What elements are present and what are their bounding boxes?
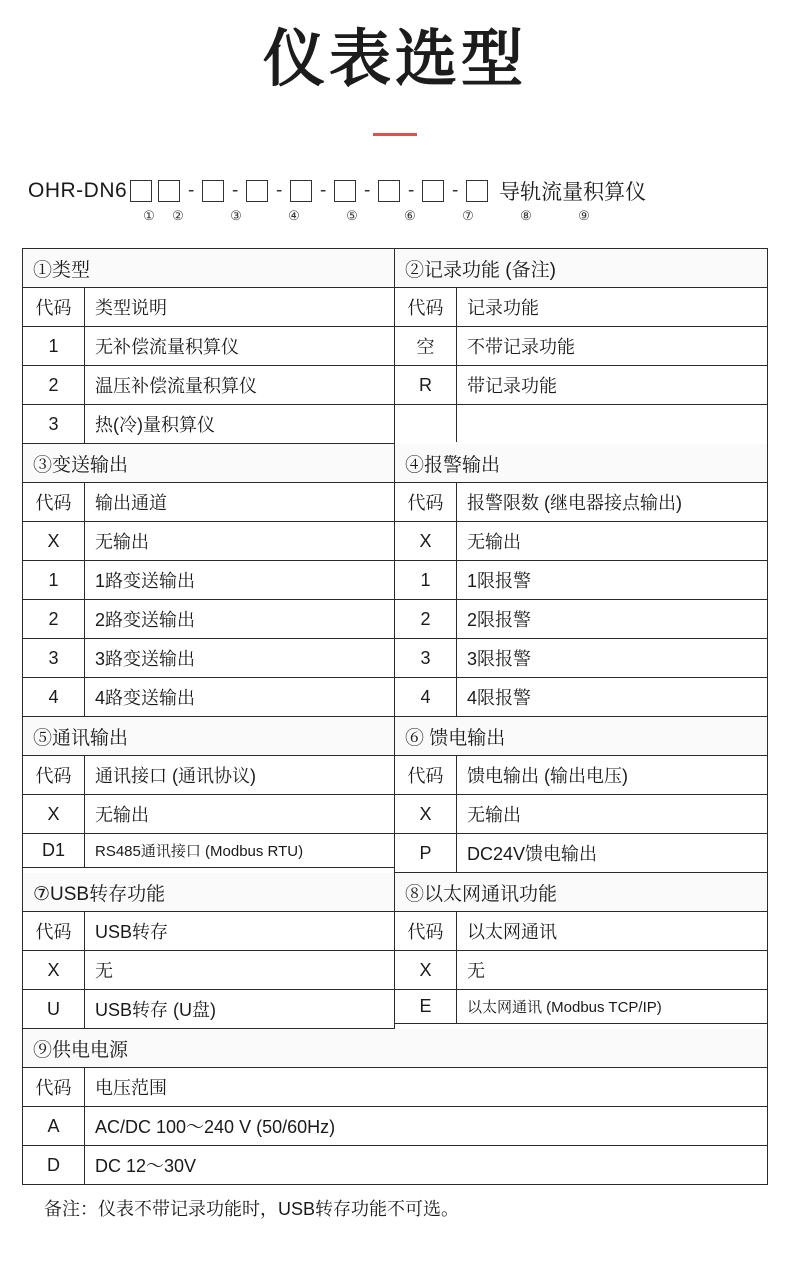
cell-code: 1	[23, 327, 85, 365]
table-row	[23, 1146, 767, 1185]
table-row	[395, 522, 767, 561]
cell-desc: 2限报警	[467, 610, 532, 631]
section-4-col-desc: 报警限数 (继电器接点输出)	[467, 493, 682, 514]
table-row	[23, 795, 394, 834]
table-row	[23, 561, 394, 600]
model-marker-1: ①	[143, 208, 155, 224]
title-divider	[373, 133, 417, 136]
cell-code: 4	[23, 678, 85, 716]
cell-desc: 4限报警	[467, 688, 532, 709]
table-row	[23, 327, 394, 366]
section-8-col-code: 代码	[395, 912, 457, 950]
section-6-col-code: 代码	[395, 756, 457, 794]
section-5-col-code: 代码	[23, 756, 85, 794]
cell-desc: 1路变送输出	[95, 571, 196, 592]
cell-desc: RS485通讯接口 (Modbus RTU)	[95, 843, 304, 861]
cell-desc: 无输出	[95, 805, 149, 826]
table-row	[395, 561, 767, 600]
model-code-block	[0, 176, 790, 238]
table-row-filler	[395, 405, 767, 442]
model-box-2	[158, 180, 180, 202]
cell-code: 2	[395, 600, 457, 638]
cell-code: X	[395, 522, 457, 560]
table-row	[23, 1107, 767, 1146]
section-7-header	[23, 912, 394, 951]
model-prefix: OHR-DN6	[28, 179, 128, 203]
section-5-header	[23, 756, 394, 795]
cell-code: X	[23, 522, 85, 560]
table-row	[23, 678, 394, 717]
table-row-group-1	[23, 249, 767, 444]
cell-code: 2	[23, 600, 85, 638]
cell-desc	[457, 405, 767, 442]
model-dash-7: -	[452, 180, 459, 202]
section-5	[23, 717, 395, 873]
cell-code: X	[395, 951, 457, 989]
section-9-title: ⑨供电电源	[23, 1029, 767, 1068]
table-row-group-3	[23, 717, 767, 873]
section-2-col-desc: 记录功能	[467, 298, 539, 319]
table-row	[395, 990, 767, 1024]
section-3-col-desc: 输出通道	[95, 493, 167, 514]
model-marker-4: ④	[288, 208, 300, 224]
table-row	[23, 834, 394, 868]
cell-desc: 无补偿流量积算仪	[95, 337, 239, 358]
cell-desc: 3路变送输出	[95, 649, 196, 670]
cell-code: X	[395, 795, 457, 833]
section-4	[395, 444, 767, 717]
section-1-title: ①类型	[23, 249, 394, 288]
model-box-7	[378, 180, 400, 202]
cell-code: 4	[395, 678, 457, 716]
selection-tables	[22, 248, 768, 1185]
section-2-header	[395, 288, 767, 327]
section-2-title: ②记录功能 (备注)	[395, 249, 767, 288]
cell-desc: USB转存 (U盘)	[95, 1000, 216, 1021]
cell-desc: 无	[95, 961, 113, 982]
section-1	[23, 249, 395, 444]
cell-desc: 无输出	[467, 532, 521, 553]
cell-desc: 不带记录功能	[467, 337, 575, 358]
section-4-title: ④报警输出	[395, 444, 767, 483]
model-marker-3: ③	[230, 208, 242, 224]
cell-desc: 无输出	[467, 805, 521, 826]
model-box-3	[202, 180, 224, 202]
cell-code: 3	[395, 639, 457, 677]
section-9-col-desc: 电压范围	[95, 1078, 167, 1099]
section-1-col-code: 代码	[23, 288, 85, 326]
section-5-title: ⑤通讯输出	[23, 717, 394, 756]
table-row	[23, 600, 394, 639]
table-row	[23, 990, 394, 1029]
cell-code: P	[395, 834, 457, 872]
cell-desc: 1限报警	[467, 571, 532, 592]
table-row	[395, 951, 767, 990]
cell-desc: 无	[467, 961, 485, 982]
section-8-title: ⑧以太网通讯功能	[395, 873, 767, 912]
model-marker-6: ⑥	[404, 208, 416, 224]
model-box-4	[246, 180, 268, 202]
section-3-header	[23, 483, 394, 522]
cell-desc: 热(冷)量积算仪	[95, 415, 215, 436]
section-8-header	[395, 912, 767, 951]
model-marker-7: ⑦	[462, 208, 474, 224]
cell-code: 3	[23, 639, 85, 677]
table-row	[395, 678, 767, 717]
model-box-5	[290, 180, 312, 202]
model-box-8	[422, 180, 444, 202]
model-box-6	[334, 180, 356, 202]
cell-code: 2	[23, 366, 85, 404]
cell-code: X	[23, 951, 85, 989]
cell-code: 1	[395, 561, 457, 599]
table-row	[23, 522, 394, 561]
section-6-col-desc: 馈电输出 (输出电压)	[467, 766, 628, 787]
section-7-col-desc: USB转存	[95, 922, 169, 943]
model-dash-2: -	[232, 180, 239, 202]
cell-code: 3	[23, 405, 85, 443]
model-box-9	[466, 180, 488, 202]
section-6-header	[395, 756, 767, 795]
section-7-col-code: 代码	[23, 912, 85, 950]
table-row	[23, 366, 394, 405]
cell-desc: 4路变送输出	[95, 688, 196, 709]
cell-code: E	[395, 990, 457, 1023]
cell-code: D1	[23, 834, 85, 867]
table-row	[395, 834, 767, 873]
section-5-col-desc: 通讯接口 (通讯协议)	[95, 766, 256, 787]
cell-desc: AC/DC 100～240 V (50/60Hz)	[95, 1117, 336, 1138]
model-marker-8: ⑧	[520, 208, 532, 224]
cell-desc: DC24V馈电输出	[467, 844, 598, 865]
model-dash-4: -	[320, 180, 327, 202]
section-1-header	[23, 288, 394, 327]
section-2	[395, 249, 767, 444]
model-marker-row	[28, 208, 790, 230]
cell-desc: DC 12～30V	[95, 1156, 197, 1177]
section-6-title: ⑥ 馈电输出	[395, 717, 767, 756]
model-dash-5: -	[364, 180, 371, 202]
cell-desc: 以太网通讯 (Modbus TCP/IP)	[467, 999, 662, 1017]
section-9	[23, 1029, 767, 1185]
model-suffix: 导轨流量积算仪	[499, 181, 647, 205]
table-row	[395, 366, 767, 405]
model-box-1	[130, 180, 152, 202]
table-row	[23, 639, 394, 678]
footer-note: 备注：仪表不带记录功能时，USB转存功能不可选。	[44, 1199, 460, 1220]
cell-code: D	[23, 1146, 85, 1184]
table-row	[395, 327, 767, 366]
model-dash-3: -	[276, 180, 283, 202]
section-9-col-code: 代码	[23, 1068, 85, 1106]
section-8	[395, 873, 767, 1029]
table-row-group-2	[23, 444, 767, 717]
model-dash-1: -	[188, 180, 195, 202]
table-row	[23, 951, 394, 990]
table-row	[395, 795, 767, 834]
cell-code: U	[23, 990, 85, 1028]
section-1-col-desc: 类型说明	[95, 298, 167, 319]
section-4-col-code: 代码	[395, 483, 457, 521]
section-7-title: ⑦USB转存功能	[23, 873, 394, 912]
section-3-title: ③变送输出	[23, 444, 394, 483]
table-row	[395, 600, 767, 639]
model-marker-5: ⑤	[346, 208, 358, 224]
cell-desc: 2路变送输出	[95, 610, 196, 631]
section-3-col-code: 代码	[23, 483, 85, 521]
table-row-group-4	[23, 873, 767, 1029]
cell-code: A	[23, 1107, 85, 1145]
model-marker-9: ⑨	[578, 208, 590, 224]
cell-desc: 3限报警	[467, 649, 532, 670]
model-marker-2: ②	[172, 208, 184, 224]
cell-desc: 无输出	[95, 532, 149, 553]
cell-code: X	[23, 795, 85, 833]
model-code-line	[28, 176, 790, 206]
cell-code: R	[395, 366, 457, 404]
cell-code	[395, 405, 457, 442]
model-dash-6: -	[408, 180, 415, 202]
section-6	[395, 717, 767, 873]
cell-desc: 温压补偿流量积算仪	[95, 376, 257, 397]
cell-desc: 带记录功能	[467, 376, 557, 397]
section-2-col-code: 代码	[395, 288, 457, 326]
section-3	[23, 444, 395, 717]
section-9-header	[23, 1068, 767, 1107]
cell-code: 空	[395, 327, 457, 365]
section-4-header	[395, 483, 767, 522]
table-row	[23, 405, 394, 444]
page-title: 仪表选型	[262, 25, 527, 94]
table-row	[395, 639, 767, 678]
section-8-col-desc: 以太网通讯	[467, 922, 557, 943]
section-7	[23, 873, 395, 1029]
cell-code: 1	[23, 561, 85, 599]
